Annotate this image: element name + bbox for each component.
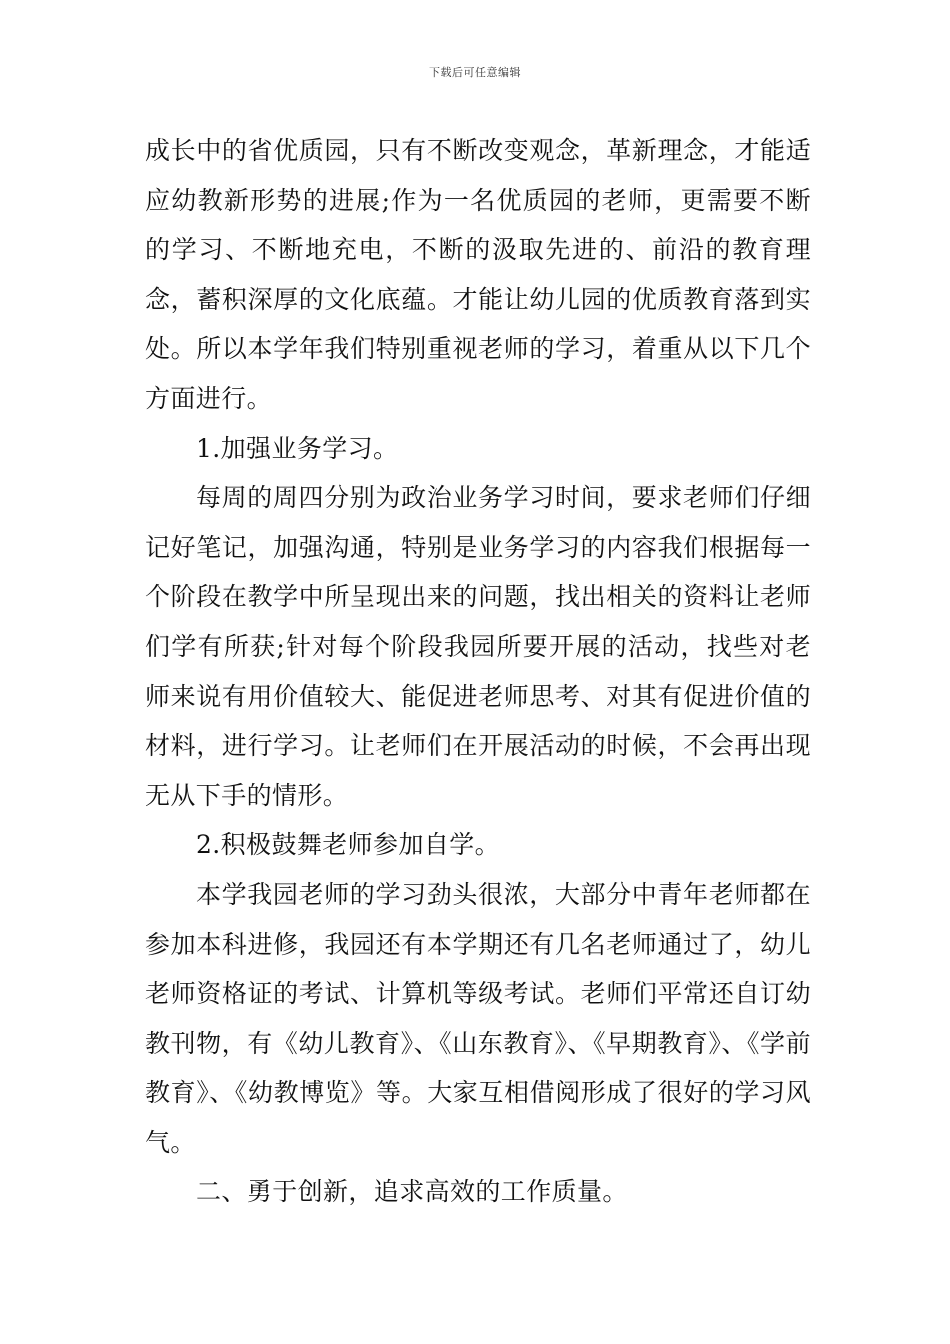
section-heading-innovation: 二、勇于创新，追求高效的工作质量。 — [196, 1177, 628, 1207]
page-header: 下载后可任意编辑 — [429, 66, 521, 79]
paragraph-weekly-study: 每周的周四分别为政治业务学习时间，要求老师们仔细记好笔记，加强沟通，特别是业务学习的内容我们根据每一个阶段在教学中所呈现出来的问题，找出相关的资料让老师们学有所获;针对每个阶段我园所要开展的活动，找些对老师来说有用价值较大、能促进老师思考、对其有促进价值的材料，进行学习。让老师们在开展活动的时候，不会再出现无从下手的情形。 — [145, 483, 811, 810]
document-body — [145, 126, 811, 1217]
subheading-business-study: 1.加强业务学习。 — [196, 433, 399, 463]
subheading-self-study: 2.积极鼓舞老师参加自学。 — [196, 830, 501, 860]
paragraph-self-study: 本学我园老师的学习劲头很浓，大部分中青年老师都在参加本科进修，我园还有本学期还有几名老师通过了，幼儿老师资格证的考试、计算机等级考试。老师们平常还自订幼教刊物，有《幼儿教育》、《山东教育》、《早期教育》、《学前教育》、《幼教博览》等。大家互相借阅形成了很好的学习风气。 — [145, 879, 811, 1157]
paragraph-continuation: 成长中的省优质园，只有不断改变观念，革新理念，才能适应幼教新形势的进展;作为一名优质园的老师，更需要不断的学习、不断地充电，不断的汲取先进的、前沿的教育理念，蓄积深厚的文化底蕴。才能让幼儿园的优质教育落到实处。所以本学年我们特别重视老师的学习，着重从以下几个方面进行。 — [145, 136, 811, 413]
